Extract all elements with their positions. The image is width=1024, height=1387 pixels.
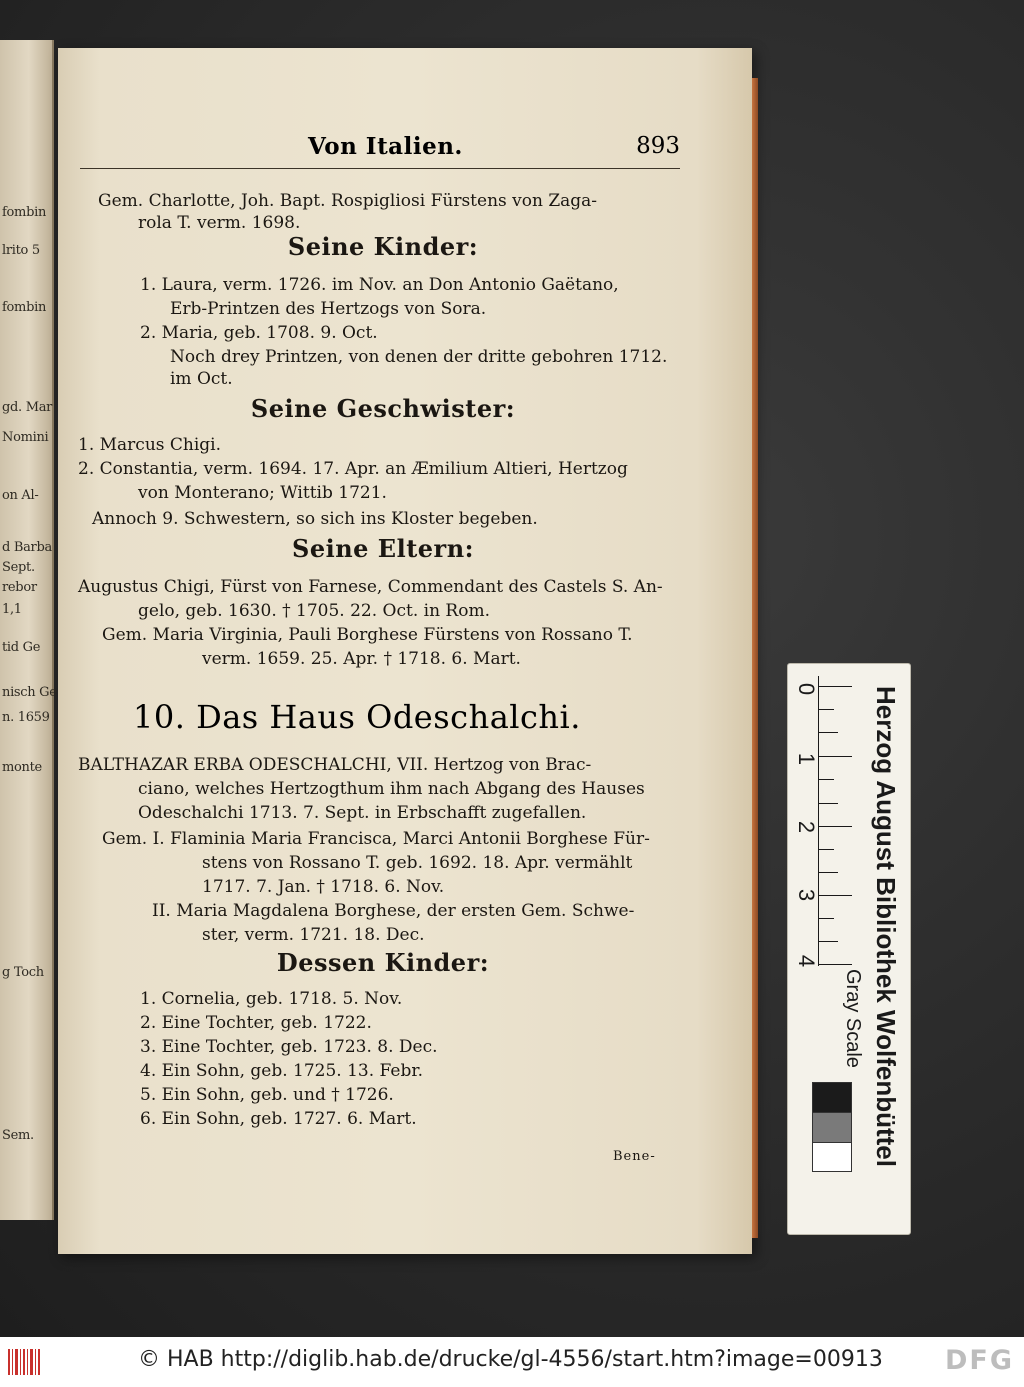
prev-page-fragment: g Toch [2, 965, 44, 980]
ruler-tick [818, 732, 838, 733]
heading-kinder: Seine Kinder: [287, 232, 479, 261]
gray-swatch-white [812, 1142, 852, 1172]
scale-ruler [787, 663, 911, 1235]
prev-page-fragment: tid Ge [2, 640, 41, 655]
ruler-number: 3 [794, 888, 820, 902]
prev-page-fragment: n. 1659 [2, 710, 50, 725]
prev-page-fragment: fombin [2, 300, 47, 315]
text-line: Erb-Printzen des Hertzogs von Sora. [170, 299, 487, 319]
prev-page-fragment: Sem. [2, 1128, 34, 1143]
ruler-number: 4 [794, 954, 820, 968]
previous-page-edge [0, 40, 57, 1220]
catchword: Bene- [613, 1149, 656, 1164]
text-line: 4. Ein Sohn, geb. 1725. 13. Febr. [140, 1061, 424, 1081]
ruler-tick [818, 803, 838, 804]
section-heading: 10. Das Haus Odeschalchi. [133, 698, 581, 736]
ruler-tick [818, 779, 834, 780]
head-rule [80, 168, 680, 169]
prev-page-fragment: monte [2, 760, 42, 775]
ruler-tick [818, 964, 852, 965]
ruler-number: 0 [794, 682, 820, 696]
running-title: Von Italien. [308, 133, 463, 160]
gray-swatch-mid [812, 1112, 852, 1144]
text-line: 3. Eine Tochter, geb. 1723. 8. Dec. [140, 1037, 438, 1057]
prev-page-fragment: fombin [2, 205, 47, 220]
text-line: gelo, geb. 1630. † 1705. 22. Oct. in Rom. [138, 601, 490, 621]
ruler-tick [818, 872, 838, 873]
ruler-tick [818, 709, 834, 710]
gray-swatch-black [812, 1082, 852, 1114]
ruler-tick [818, 918, 834, 919]
text-line: 6. Ein Sohn, geb. 1727. 6. Mart. [140, 1109, 417, 1129]
prev-page-fragment: Nomini [2, 430, 49, 445]
text-line: Gem. I. Flaminia Maria Francisca, Marci Antonii Borghese Für- [102, 829, 650, 849]
text-line: 1717. 7. Jan. † 1718. 6. Nov. [202, 877, 445, 897]
ruler-number: 2 [794, 820, 820, 834]
heading-eltern: Seine Eltern: [291, 534, 474, 563]
prev-page-fragment: Sept. [2, 560, 35, 575]
text-line: 2. Constantia, verm. 1694. 17. Apr. an Æmilium Altieri, Hertzog [78, 459, 628, 479]
text-line: verm. 1659. 25. Apr. † 1718. 6. Mart. [202, 649, 521, 669]
text-line: 2. Eine Tochter, geb. 1722. [140, 1013, 372, 1033]
page-number: 893 [636, 133, 680, 159]
prev-page-fragment: nisch Ge [2, 685, 57, 700]
text-line: ciano, welches Hertzogthum ihm nach Abgang des Hauses [138, 779, 645, 799]
ruler-tick [818, 826, 852, 827]
prev-page-fragment: rebor [2, 580, 37, 595]
text-line: 1. Laura, verm. 1726. im Nov. an Don Antonio Gaëtano, [140, 275, 619, 295]
text-line: II. Maria Magdalena Borghese, der ersten Gem. Schwe- [152, 901, 635, 921]
barcode-icon [8, 1349, 42, 1375]
heading-dessen-kinder: Dessen Kinder: [276, 948, 490, 977]
text-line: Gem. Charlotte, Joh. Bapt. Rospigliosi Fürstens von Zaga- [98, 191, 598, 211]
text-line: Noch drey Printzen, von denen der dritte gebohren 1712. [170, 347, 668, 367]
text-line: BALTHAZAR ERBA ODESCHALCHI, VII. Hertzog von Brac- [78, 755, 592, 775]
running-head [80, 133, 680, 163]
copyright-link[interactable]: © HAB http://diglib.hab.de/drucke/gl-4556/start.htm?image=00913 [138, 1347, 883, 1372]
text-line: 1. Marcus Chigi. [78, 435, 222, 455]
text-line: Gem. Maria Virginia, Pauli Borghese Fürstens von Rossano T. [102, 625, 633, 645]
ruler-tick [818, 686, 852, 687]
footer-bar [0, 1337, 1024, 1387]
ruler-number: 1 [794, 752, 820, 766]
text-line: rola T. verm. 1698. [138, 213, 301, 233]
prev-page-fragment: d Barba [2, 540, 52, 555]
prev-page-fragment: lrito 5 [2, 243, 40, 258]
text-line: im Oct. [170, 369, 233, 389]
text-line: 1. Cornelia, geb. 1718. 5. Nov. [140, 989, 403, 1009]
ruler-tick [818, 941, 838, 942]
text-line: von Monterano; Wittib 1721. [138, 483, 387, 503]
heading-geschwister: Seine Geschwister: [250, 394, 516, 423]
text-line: stens von Rossano T. geb. 1692. 18. Apr. vermählt [202, 853, 633, 873]
ruler-tick [818, 895, 852, 896]
gray-scale-label: Gray Scale [842, 969, 864, 1068]
ruler-tick [818, 756, 852, 757]
text-line: 2. Maria, geb. 1708. 9. Oct. [140, 323, 378, 343]
dfg-logo: DFG [944, 1345, 1014, 1376]
library-name: Herzog August Bibliothek Wolfenbüttel [871, 686, 901, 1167]
text-line: ster, verm. 1721. 18. Dec. [202, 925, 425, 945]
ruler-tick [818, 849, 834, 850]
text-line: Annoch 9. Schwestern, so sich ins Kloster begeben. [92, 509, 538, 529]
prev-page-fragment: 1,1 [2, 602, 22, 617]
prev-page-fragment: gd. Mar [2, 400, 53, 415]
book-page [58, 48, 752, 1254]
prev-page-fragment: on Al- [2, 488, 39, 503]
text-line: 5. Ein Sohn, geb. und † 1726. [140, 1085, 394, 1105]
text-line: Augustus Chigi, Fürst von Farnese, Commendant des Castels S. An- [78, 577, 663, 597]
text-line: Odeschalchi 1713. 7. Sept. in Erbschafft zugefallen. [138, 803, 587, 823]
